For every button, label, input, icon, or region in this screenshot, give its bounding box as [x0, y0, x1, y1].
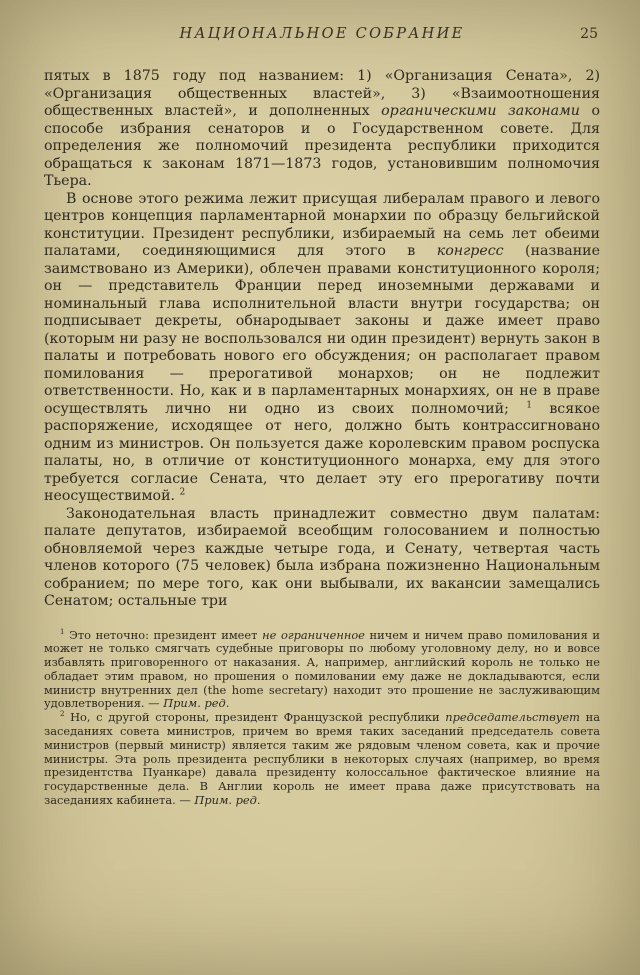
page-number: 25 — [580, 26, 598, 42]
page-header — [44, 26, 600, 48]
paragraph-1: пятых в 1875 году под названием: 1) «Организация Сената», 2) «Организация общественных властей», 3) «Взаимоотношения общественных властей», и дополненных органическими законами о способе избрания сенаторов и о Государственном совете. Для определения же полномочий президента республики приходится обращаться к законам 1871—1873 годов, установившим полномочия Тьера. — [44, 68, 600, 189]
paragraph-3: Законодательная власть принадлежит совместно двум палатам: палате депутатов, избираемой всеобщим голосованием и полностью обновляемой через каждые четыре года, и Сенату, четвертая часть членов которого (75 человек) была избрана пожизненно Национальным собранием; по мере того, как они выбывали, их вакансии замещались Сенатом; остальные три — [44, 505, 600, 609]
paragraph-2: В основе этого режима лежит присущая либералам правого и левого центров концепция парламентарной монархии по образцу бельгийской конституции. Президент республики, избираемый на семь лет обеими палатами, соединяющимися для этого в конгресс (название заимствовано из Америки), облечен правами конституционного короля; он — представитель Франции перед иноземными державами и номинальный глава исполнительной власти внутри государства; он подписывает декреты, обнародывает законы и даже имеет право (которым ни разу не воспользовался ни один президент) вернуть закон в палаты и потребовать нового его обсуждения; он располагает правом помилования — прерогативой монархов; он не подлежит ответственности. Но, как и в парламентарных монархиях, он не в праве осуществлять лично ни одно из своих полномочий; $^1$ всякое распоряжение, исходящее от него, должно быть контрассигновано одним из министров. Он пользуется даже королевским правом роспуска палаты, но, в отличие от конституционного монарха, ему для этого требуется согласие Сената, что делает эту его прерогативу почти неосуществимой. $^2$ — [44, 190, 601, 504]
footnote-2: $^2$ Но, с другой стороны, президент Французской республики председательствует на заседаниях совета министров, причем во время таких заседаний председатель совета министров (первый министр) является таким же рядовым членом совета, как и прочие министры. Эта роль президента республики в некоторых случаях (например, во время президентства Пуанкаре) давала президенту колоссальное фактическое влияние на государственные дела. В Англии король не имеет права даже присутствовать на заседаниях кабинета. — Прим. ред. — [44, 709, 600, 808]
body-text — [44, 68, 600, 611]
running-title: НАЦИОНАЛЬНОЕ СОБРАНИЕ — [179, 26, 465, 42]
footnotes — [44, 626, 600, 808]
footnote-1: $^1$ Это неточно: президент имеет не ограниченное ничем и ничем право помилования и может не только смягчать судебные приговоры по любому уголовному делу, но и вовсе избавлять приговоренного от наказания. А, например, английский король не только не обладает этим правом, но прошения о помиловании ему даже не докладываются, если министр внутренних дел (the home secretary) находит это прошение не заслуживающим удовлетворения. — Прим. ред. — [44, 626, 600, 711]
